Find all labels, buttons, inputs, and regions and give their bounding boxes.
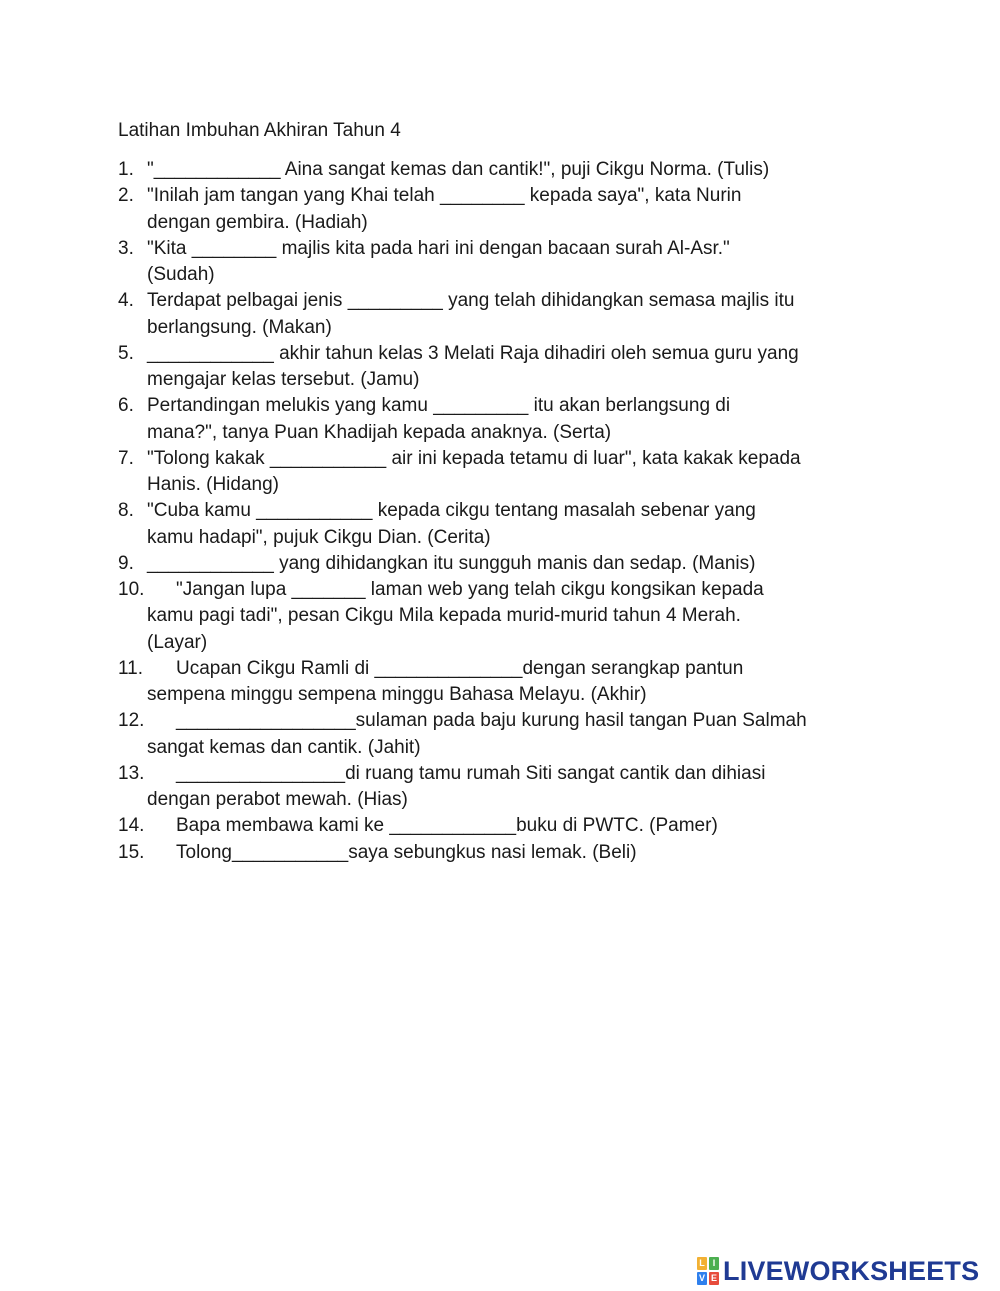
question-text-line: "Tolong kakak ___________ air ini kepada tetamu di luar", kata kakak kepada <box>147 447 801 469</box>
question-text-line: kamu hadapi", pujuk Cikgu Dian. (Cerita) <box>147 526 491 548</box>
question-item <box>0 813 1000 839</box>
question-number: 12. <box>118 710 145 732</box>
question-number: 13. <box>118 762 145 784</box>
question-item <box>0 656 1000 709</box>
question-item <box>0 446 1000 499</box>
question-text-line: sempena minggu sempena minggu Bahasa Melayu. (Akhir) <box>147 684 647 705</box>
question-item <box>0 708 1000 761</box>
question-text-line: Ucapan Cikgu Ramli di ______________dengan serangkap pantun <box>176 657 744 679</box>
question-item <box>0 840 1000 866</box>
question-text-line: Hanis. (Hidang) <box>147 474 279 495</box>
question-text-line: "Cuba kamu ___________ kepada cikgu tentang masalah sebenar yang <box>147 500 756 522</box>
question-text-line: _________________sulaman pada baju kurung hasil tangan Puan Salmah <box>176 710 807 732</box>
logo-mark-tile: I <box>709 1257 719 1270</box>
question-text-line: (Sudah) <box>147 264 215 285</box>
question-text-line: Pertandingan melukis yang kamu _________ itu akan berlangsung di <box>147 395 731 417</box>
logo-mark-tile: L <box>697 1257 707 1270</box>
question-text-line: "____________ Aina sangat kemas dan cantik!", puji Cikgu Norma. (Tulis) <box>147 159 770 180</box>
question-number: 9. <box>118 552 134 574</box>
logo-text: LIVEWORKSHEETS <box>723 1255 980 1286</box>
question-number: 2. <box>118 185 134 207</box>
question-text-line: ________________di ruang tamu rumah Siti sangat cantik dan dihiasi <box>176 762 766 784</box>
question-item <box>0 341 1000 394</box>
question-item <box>0 761 1000 814</box>
question-text-line: (Layar) <box>147 631 208 653</box>
question-item <box>0 236 1000 289</box>
logo-mark-icon <box>697 1257 719 1285</box>
question-number: 4. <box>118 290 134 312</box>
question-number: 15. <box>118 841 145 863</box>
question-text-line: dengan gembira. (Hadiah) <box>147 211 368 233</box>
question-number: 5. <box>118 342 134 364</box>
question-item <box>0 183 1000 236</box>
question-text-line: "Kita ________ majlis kita pada hari ini dengan bacaan surah Al-Asr." <box>147 237 730 259</box>
question-item <box>0 498 1000 551</box>
liveworksheets-logo <box>697 1255 979 1287</box>
question-text-line: "Jangan lupa _______ laman web yang telah cikgu kongsikan kepada <box>176 579 764 600</box>
worksheet-title: Latihan Imbuhan Akhiran Tahun 4 <box>118 120 401 141</box>
question-text-line: berlangsung. (Makan) <box>147 316 332 338</box>
question-number: 14. <box>118 815 145 837</box>
question-number: 11. <box>118 657 144 679</box>
question-item <box>0 551 1000 577</box>
question-number: 1. <box>118 159 134 180</box>
question-text-line: kamu pagi tadi", pesan Cikgu Mila kepada murid-murid tahun 4 Merah. <box>147 605 741 627</box>
question-number: 8. <box>118 500 134 522</box>
question-item <box>0 288 1000 341</box>
question-text-line: mengajar kelas tersebut. (Jamu) <box>147 369 420 390</box>
question-text-line: dengan perabot mewah. (Hias) <box>147 789 408 810</box>
question-text-line: ____________ yang dihidangkan itu sungguh manis dan sedap. (Manis) <box>147 552 756 574</box>
question-text-line: Terdapat pelbagai jenis _________ yang telah dihidangkan semasa majlis itu <box>147 290 795 312</box>
question-text-line: Tolong___________saya sebungkus nasi lemak. (Beli) <box>176 841 637 863</box>
question-text-line: ____________ akhir tahun kelas 3 Melati Raja dihadiri oleh semua guru yang <box>147 342 799 364</box>
question-number: 10. <box>118 579 145 600</box>
question-number: 6. <box>118 395 134 417</box>
question-text-line: mana?", tanya Puan Khadijah kepada anaknya. (Serta) <box>147 421 612 443</box>
question-number: 3. <box>118 237 134 259</box>
logo-mark-tile: V <box>698 1273 705 1283</box>
logo-mark-tile: E <box>710 1273 717 1283</box>
question-text-line: sangat kemas dan cantik. (Jahit) <box>147 736 421 758</box>
question-text-line: Bapa membawa kami ke ____________buku di PWTC. (Pamer) <box>176 815 718 837</box>
question-item <box>0 157 1000 183</box>
question-number: 7. <box>118 447 134 469</box>
question-item <box>0 393 1000 446</box>
question-item <box>0 577 1000 656</box>
question-text-line: "Inilah jam tangan yang Khai telah ________ kepada saya", kata Nurin <box>147 185 742 207</box>
